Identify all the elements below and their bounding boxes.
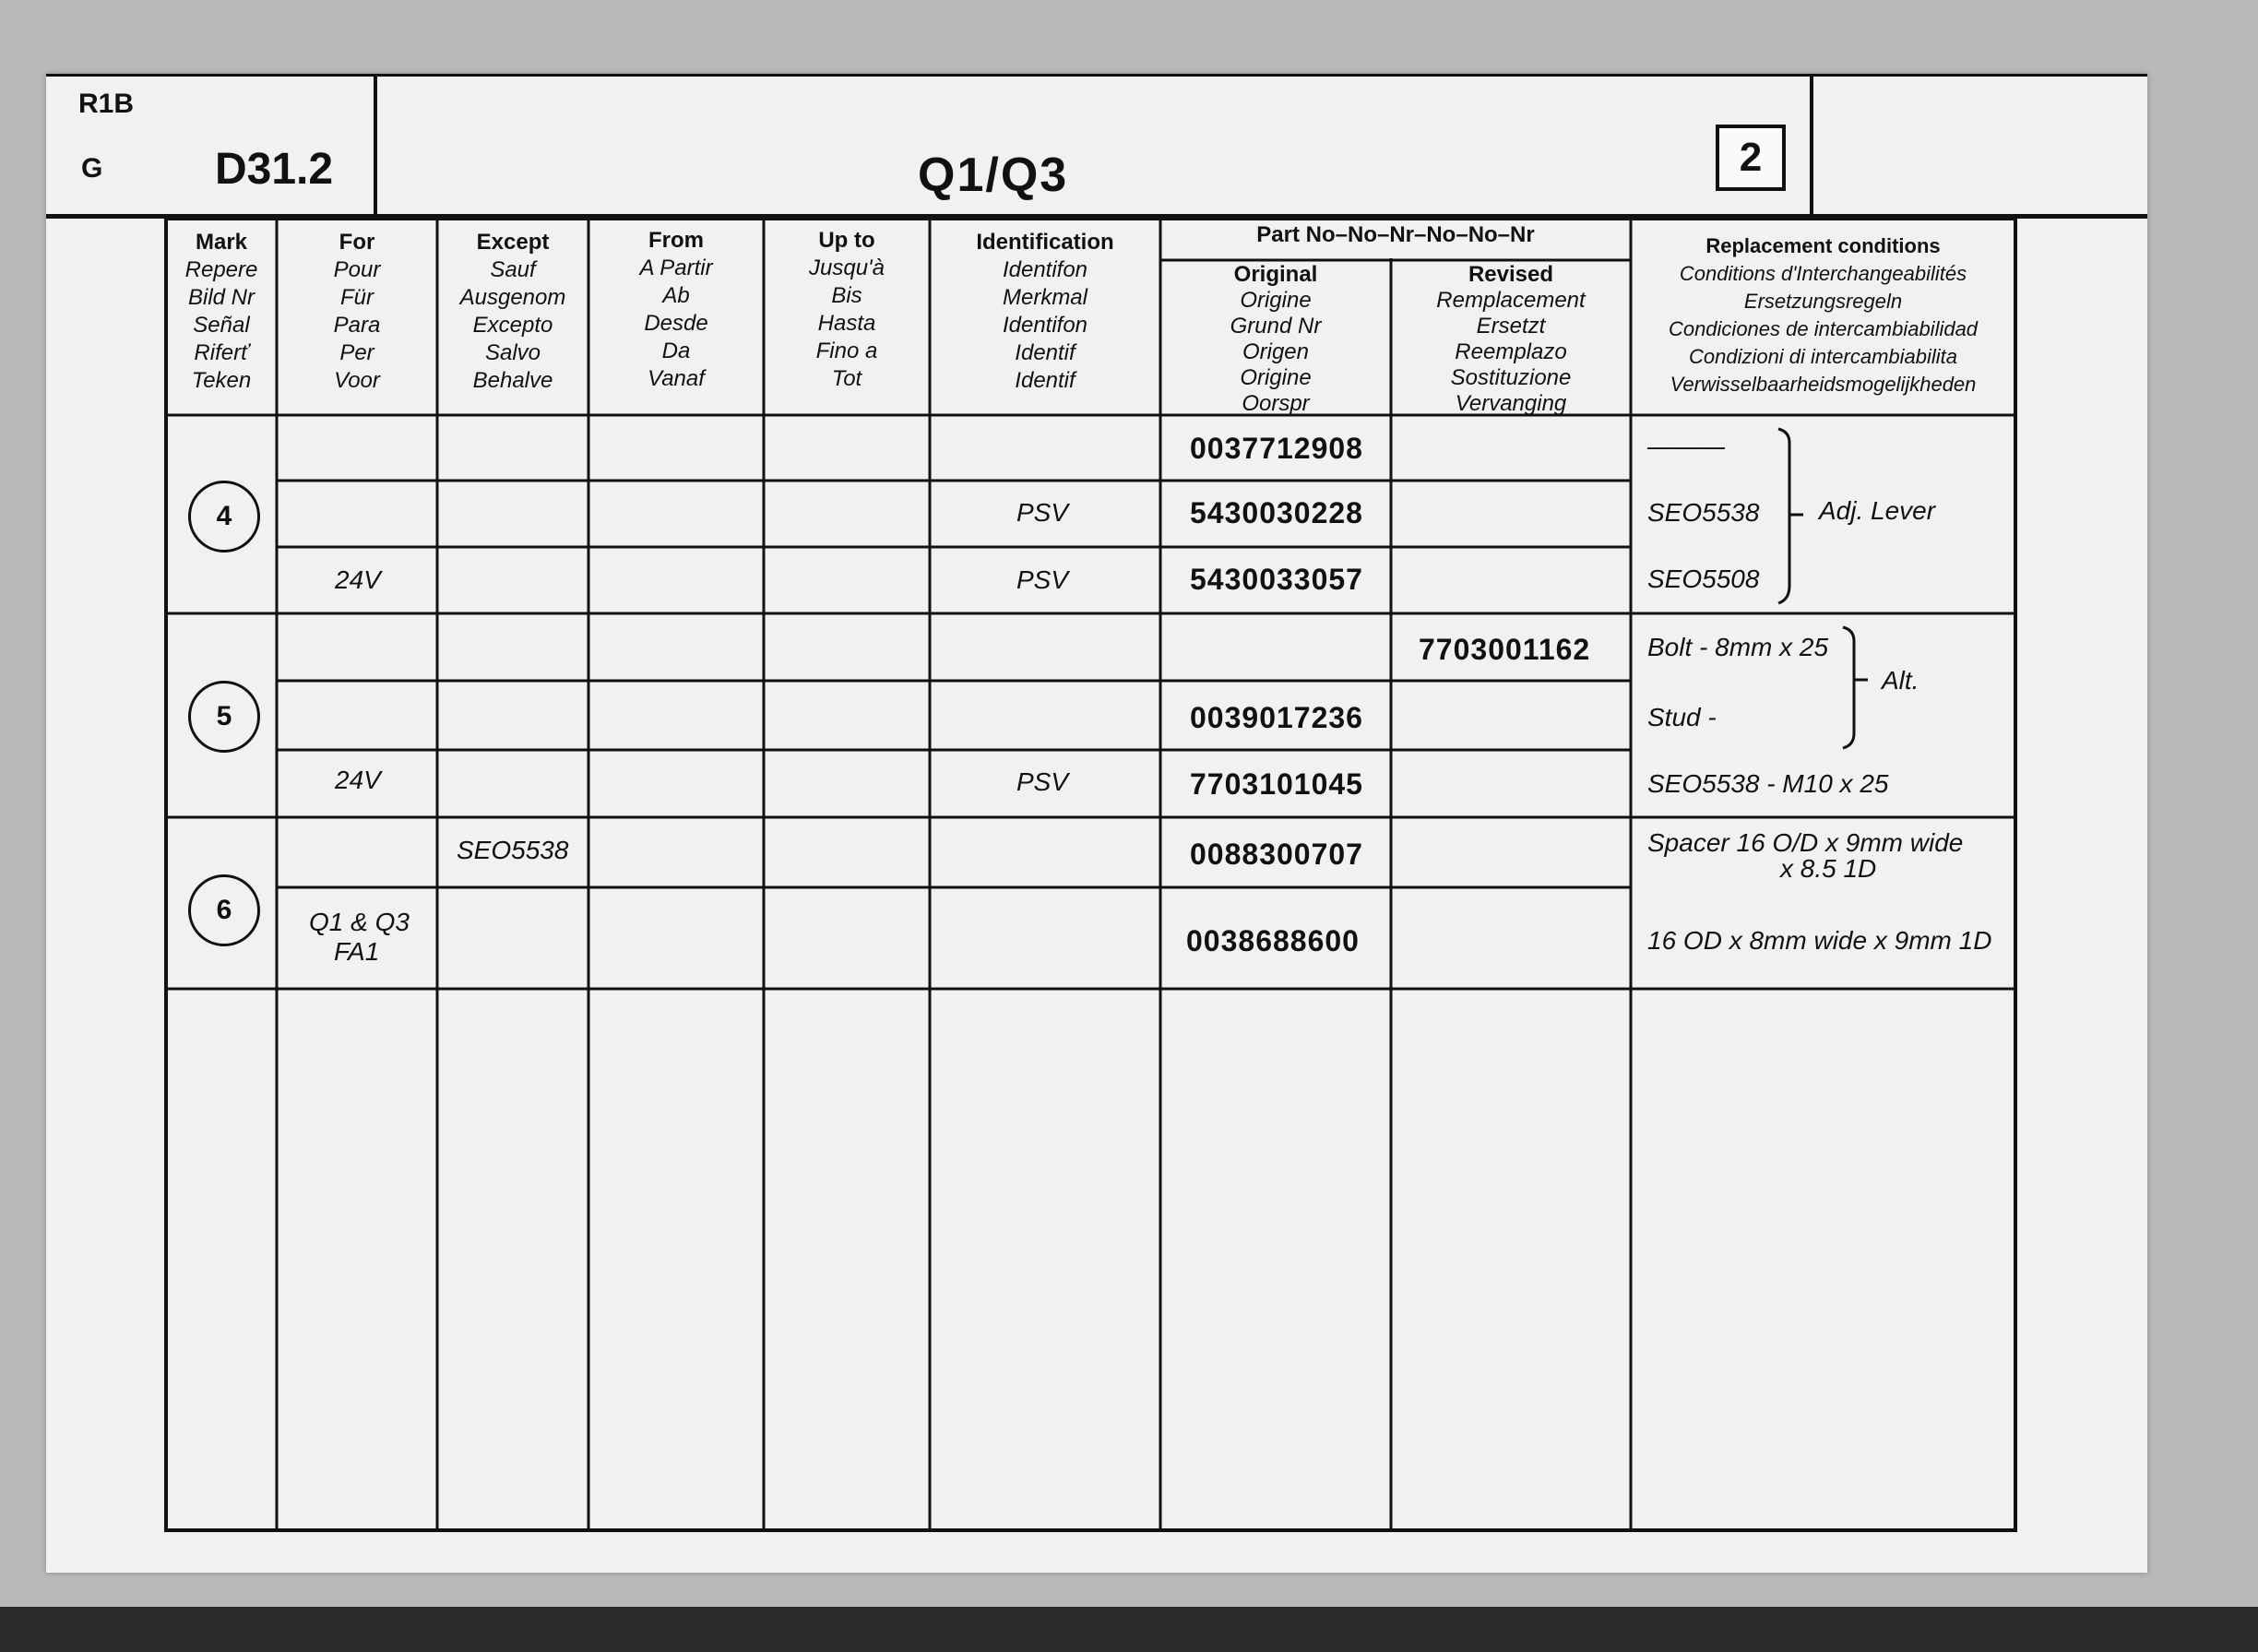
parts-record-card	[46, 74, 2147, 1573]
original-part-number: 7703101045	[1190, 767, 1363, 801]
scanner-bed-edge	[0, 1607, 2258, 1652]
bracket-note: Adj. Lever	[1819, 496, 1936, 525]
for-value-line2: FA1	[334, 937, 380, 966]
condition-text: Stud -	[1647, 703, 1717, 731]
condition-text: 16 OD x 8mm wide x 9mm 1D	[1647, 926, 1992, 955]
sheet-ref: R1B	[78, 89, 135, 119]
header-identification: Identification Identifon Merkmal Identifon Identif Identif	[976, 230, 1114, 393]
for-value: Q1 & Q3	[309, 908, 410, 936]
revised-part-number: 7703001162	[1419, 633, 1591, 666]
identification-value: PSV	[1016, 767, 1069, 796]
original-part-number: 0038688600	[1186, 924, 1360, 957]
condition-text: SEO5538 - M10 x 25	[1647, 769, 1889, 798]
original-part-number: 0037712908	[1190, 432, 1363, 465]
header-except: Except Sauf Ausgenom Excepto Salvo Behalve	[459, 230, 566, 393]
header-part-no: Part No–No–Nr–No–No–Nr	[1256, 222, 1535, 247]
condition-text-line2: x 8.5 1D	[1780, 854, 1877, 883]
mark-badge-4: 4	[188, 481, 260, 553]
original-part-number: 5430030228	[1190, 496, 1363, 529]
page-number: 2	[1716, 125, 1786, 191]
original-part-number: 0039017236	[1190, 701, 1363, 734]
condition-text: Spacer 16 O/D x 9mm wide	[1647, 828, 1964, 857]
header-replacement-conditions: Replacement conditions Conditions d'Interchangeabilités Ersetzungsregeln Condiciones de intercambiabilidad Condizioni di intercambiabilita Verwisselbaarheidsmogelijkheden	[1668, 234, 1979, 396]
condition-text: ———	[1647, 432, 1725, 460]
section-code: D31.2	[215, 145, 334, 194]
condition-text: Bolt - 8mm x 25	[1647, 633, 1829, 661]
header-from: From A Partir Ab Desde Da Vanaf	[639, 228, 713, 391]
mark-badge-6: 6	[188, 874, 260, 946]
condition-text: SEO5508	[1647, 565, 1760, 593]
identification-value: PSV	[1016, 565, 1069, 594]
for-value: 24V	[335, 565, 381, 594]
header-revised: Revised Remplacement Ersetzt Reemplazo Sostituzione Vervanging	[1436, 262, 1586, 416]
identification-value: PSV	[1016, 498, 1069, 527]
for-value: 24V	[335, 766, 381, 794]
header-for: For Pour Für Para Per Voor	[333, 230, 381, 393]
original-part-number: 0088300707	[1190, 838, 1363, 871]
original-part-number: 5430033057	[1190, 563, 1363, 596]
header-mark: Mark Repere Bild Nr Señal Riferť Teken	[184, 230, 258, 393]
header-up-to: Up to Jusqu'à Bis Hasta Fino a Tot	[809, 228, 885, 391]
condition-text: SEO5538	[1647, 498, 1760, 527]
mark-badge-5: 5	[188, 681, 260, 753]
except-value: SEO5538	[457, 836, 569, 864]
bracket-note: Alt.	[1882, 666, 1919, 695]
sheet-group: G	[81, 153, 103, 184]
header-original: Original Origine Grund Nr Origen Origine Oorspr	[1230, 262, 1322, 416]
model-title: Q1/Q3	[918, 149, 1069, 202]
